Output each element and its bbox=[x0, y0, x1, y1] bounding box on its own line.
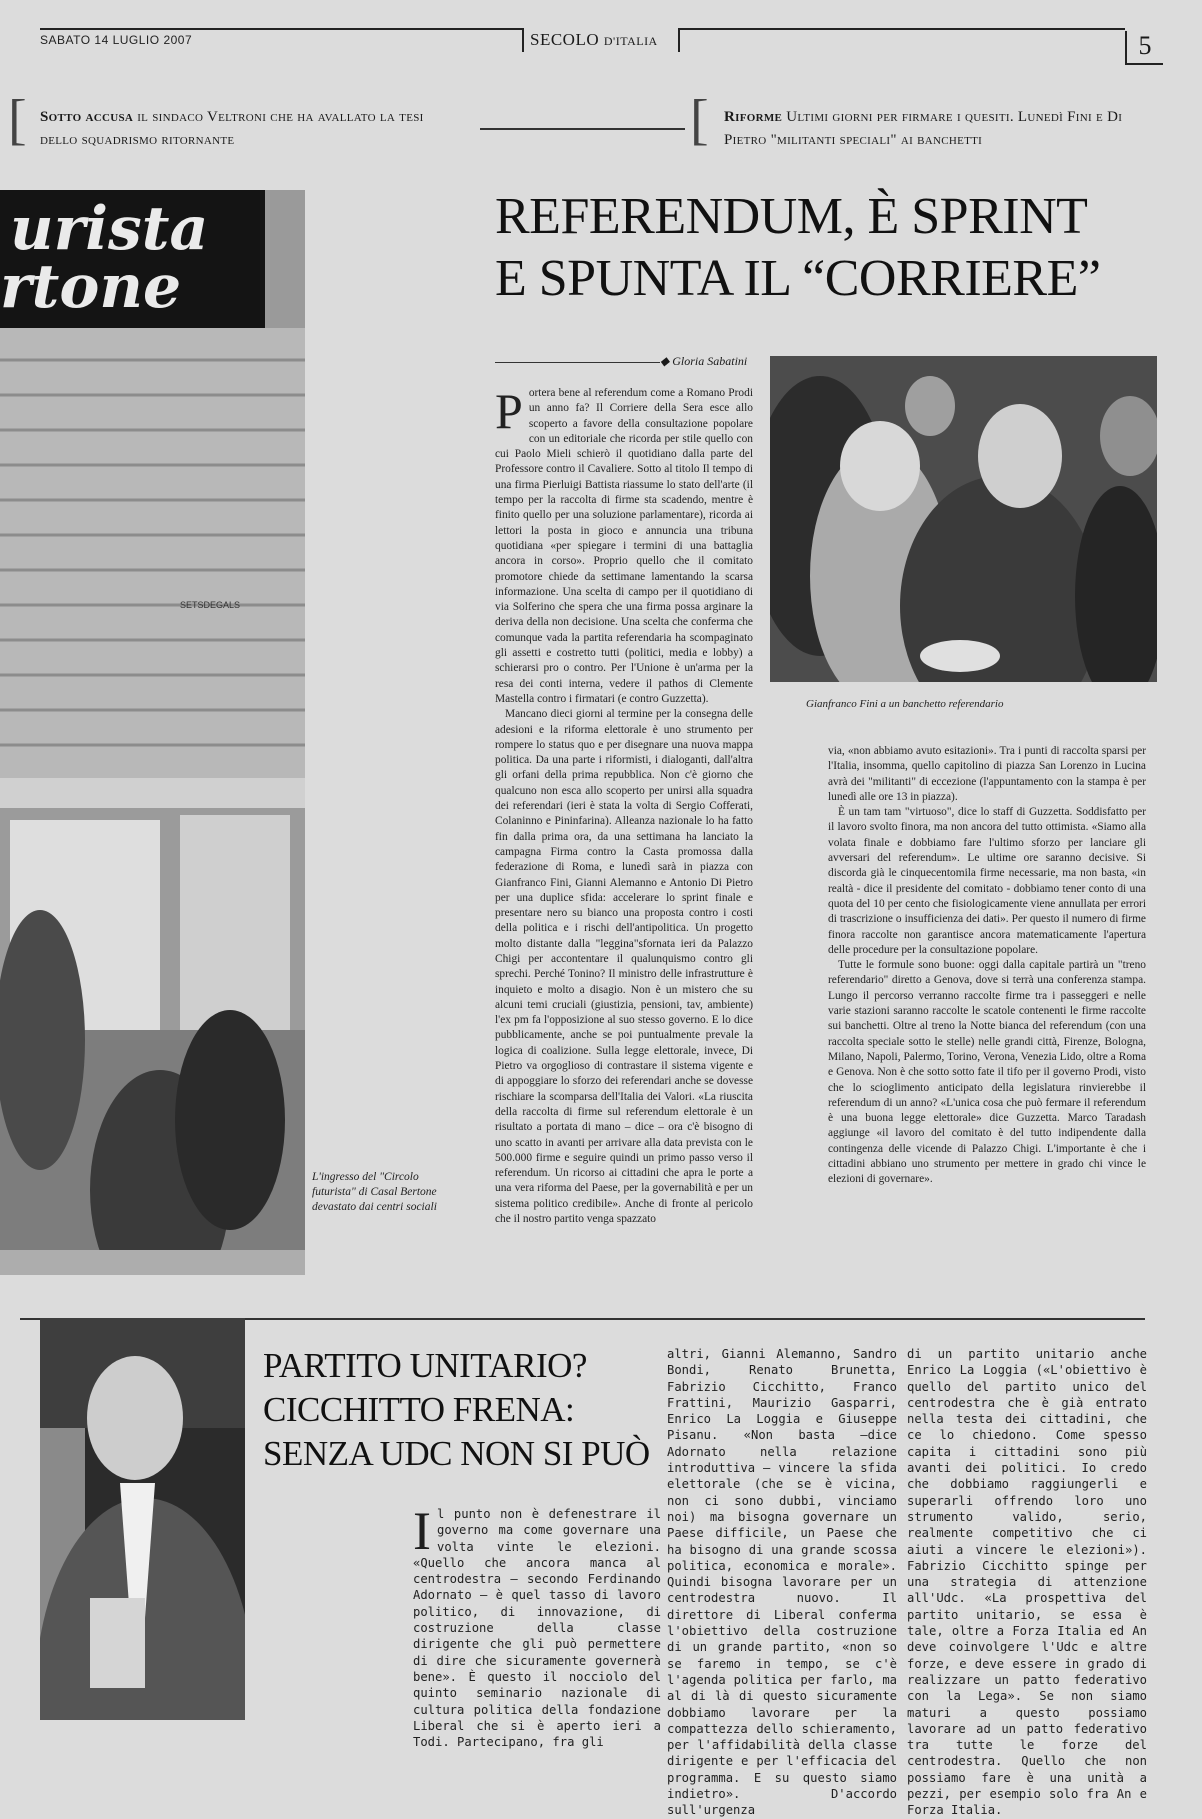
sign-line-1: urista bbox=[10, 194, 209, 264]
second-col1-text: l punto non è defenestrare il governo ma come governare una volta vinte le elezioni. «Quello che ancora manca al centrodestra – secondo Ferdinando Adornato – è quel tasso di lavoro politico, di innovazione, di costruzione della classe dirigente che gli può permettere di dire che sicuramente governerà bene». È questo il nocciolo del quinto seminario nazionale di cultura politica della fondazione Liberal che si è aperto ieri a Todi. Partecipano, fra gli bbox=[413, 1507, 661, 1750]
storefront-illustration bbox=[0, 190, 305, 1275]
main-col1-paragraph-2: Mancano dieci giorni al termine per la consegna delle adesioni e la riforma elettorale è uno strumento per rompere lo status quo e per disegnare una nuova mappa politica. Da una parte i riformisti, i dialoganti, dall'altra gli orfani della prima repubblica. Non c'è giorno che qualcuno non esca allo scoperto per unirsi alla squadra dei referendari (ieri è stata la volta di Sergio Cofferati, Colaninno e Pininfarina). Alleanza nazionale lo ha fatto fin dalla prima ora, da una settimana ha lanciato la campagna Firma contro la Casta promossa dalla federazione di Roma, e lunedì sarà in piazza con Gianfranco Fini, Gianni Alemanno e Antonio Di Pietro per una duplice sfida: accelerare lo sprint finale e presentare nero su bianco una proposta contro i costi della politica e i rischi dell'antipolitica. Un progetto molto distante dalla "leggina"sfornata ieri da Palazzo Chigi per accontentare il qualunquismo contro gli sprechi. Perché Tonino? Il ministro delle infrastrutture è inquieto e molto a disagio. Non è un mistero che su alcuni temi cruciali (giustizia, pensioni, tav, ambiente) l'ex pm fa l'opposizione al suo stesso governo. E lo dice pubblicamente, anche se poi puntualmente prevale la logica di coalizione. Sulla legge elettorale, invece, Di Pietro va orgoglioso di contrastare il sistema vigente e di appoggiare lo sforzo dei referendari anche se dovesse rischiare la scomparsa dell'Italia dei Valori. «La riuscita della raccolta di firme sul referendum elettorale è un risultato a portata di mano – dice – ora c'è bisogno di uno scatto in avanti per arrivare alla data prevista con le 500.000 firme e seguire quindi un primo passo verso il referendum. Un ricorso ai cittadini che apra le porte a una vera riforma del Paese, per la governabilità e per un sistema politico credibile». Anche di fronte al pericolo che il nostro partito venga spazzato bbox=[495, 708, 753, 1226]
main-col2-paragraph-3: Tutte le formule sono buone: oggi dalla capitale partirà un "treno referendario" diretto a Genova, dove si terrà una conferenza stampa. Lungo il percorso verranno raccolte firme tra i passeggeri e nelle varie stazioni saranno raccolte le scatole contenenti le firme raccolte sui banchetti. Oltre al treno la Notte bianca del referendum (con una raccolta speciale sotto le stelle) nelle grandi città, Firenze, Bologna, Milano, Napoli, Palermo, Torino, Verona, Venezia Lido, oltre a Roma e Genova. Non è che sotto sotto fate il tifo per il governo Prodi, visto che lo scioglimento anticipato della legislatura rinvierebbe il referendum di un anno? «L'unica cosa che può fermare il referendum è una buona legge elettorale» dice Guzzetta. Marco Taradash aggiunge «il lavoro del comitato è del tutto indipendente dalla contingenza delle vicende di Palazzo Chigi. L'importante è che i cittadini abbiano uno strumento per mettere in grado chi vince le elezioni di governare». bbox=[828, 959, 1146, 1186]
main-article-col2 bbox=[828, 744, 1146, 1188]
main-article-col1 bbox=[495, 383, 753, 1227]
storefront-photo bbox=[0, 190, 305, 1275]
second-headline-line-3: SENZA UDC NON SI PUÒ bbox=[263, 1434, 650, 1473]
second-headline-line-1: PARTITO UNITARIO? bbox=[263, 1346, 587, 1385]
teaser-left-text: il sindaco Veltroni che ha avallato la tesi dello squadrismo ritornante bbox=[40, 109, 424, 148]
main-headline bbox=[495, 186, 1175, 310]
teaser-left bbox=[40, 106, 450, 152]
second-article-col1 bbox=[413, 1501, 661, 1750]
teaser-right bbox=[724, 106, 1154, 152]
cicchitto-photo bbox=[40, 1318, 245, 1720]
second-col3-text: di un partito unitario anche Enrico La Loggia («L'obiettivo è quello del partito unico del centrodestra che è già entrato nella testa dei cittadini, che ce lo chiedono. Come spesso capita i cittadini sono più avanti dei politici. Io credo che dobbiamo raggiungerli e superarli offrendo loro uno strumento valido, serio, realmente competitivo che ci aiuti a vincere le elezioni»). Fabrizio Cicchitto spinge per una strategia di attenzione all'Udc. «La prospettiva del partito unitario, se essa è tale, oltre a Forza Italia ed An deve coinvolgere l'Udc e altre forze, e deve essere in grado di realizzare un patto federativo con la Lega». Se non siamo maturi a questo possiamo lavorare ad un patto federativo tra tutte le forze del centrodestra. Quello che non possiamo fare è una unità a pezzi, per esempio solo fra An e Forza Italia. bbox=[907, 1347, 1147, 1818]
cicchitto-illustration bbox=[40, 1318, 245, 1720]
teaser-right-kicker: Riforme bbox=[724, 109, 783, 125]
main-dropcap: P bbox=[495, 383, 523, 439]
second-col2-text: altri, Gianni Alemanno, Sandro Bondi, Renato Brunetta, Fabrizio Cicchitto, Franco Frattini, Maurizio Gasparri, Enrico La Loggia e Giuseppe Pisanu. «Non basta –dice Adornato nella relazione introduttiva – vincere la sfida elettorale (che se è vicina, non ci sono dubbi, vinciamo noi) ma bisogna governare un Paese difficile, un Paese che ha bisogno di una grande scossa politica, economica e morale». Quindi bisogna lavorare per un centrodestra nuovo. Il direttore di Liberal conferma l'obiettivo della costruzione di un grande partito, «non so se faremo in tempo, se c'è l'agenda politica per farlo, ma al di là di questo sicuramente dobbiamo lavorare per la compattezza dello schieramento, per l'affidabilità della classe dirigente e per l'efficacia del programma. E su questo siamo indietro». D'accordo sull'urgenza bbox=[667, 1347, 897, 1818]
page-number: 5 bbox=[1125, 31, 1163, 65]
masthead-bar-right bbox=[678, 28, 680, 52]
second-dropcap: I bbox=[413, 1501, 431, 1561]
second-headline bbox=[263, 1344, 663, 1476]
teaser-divider bbox=[480, 128, 685, 130]
byline-rule bbox=[495, 362, 660, 363]
storefront-sign-text bbox=[0, 194, 265, 322]
main-col1-paragraph-1: ortera bene al referendum come a Romano Prodi un anno fa? Il Corriere della Sera esce allo scoperto a favore della consultazione popolare con un editoriale che ricorda per stile quello con cui Paolo Mieli schierò il quotidiano dalla parte del Professore contro il Cavaliere. Sotto al titolo Il tempo di una firma Pierluigi Battista riassume lo stato dell'arte (il tempo per la raccolta di firme sta scadendo, mentre è finito quello per una soluzione parlamentare), ricorda ai lettori la posta in gioco e annuncia una tribuna quotidiana «per spiegare i termini di una battaglia ancora in corso». Proprio quello che il comitato promotore chiede da settimane lamentando la scarsa informazione. Una scelta di campo per il quotidiano di via Solferino che spera che una firma possa arginare la deriva della non decisione. Una scelta che conferma che comunque vada la partita referendaria ha scompaginato gli assetti e costretto tutti (politici, media e lobby) a schierarsi pro o contro. Per l'Unione è un'arma per la resa dei conti interna, vedere il pathos di Clemente Mastella contro i firmatari (e contro Guzzetta). bbox=[495, 387, 753, 705]
main-col2-paragraph-2: È un tam tam "virtuoso", dice lo staff di Guzzetta. Soddisfatto per il lavoro svolto finora, ma non ancora del tutto ottimista. «Siamo alla volata finale e dobbiamo fare l'ultimo sforzo per lanciare gli avversari del referendum». Le ultime ore saranno decisive. Si discorda già le cinquecentomila firme necessarie, ma non basta, «in realtà - dice il presidente del comitato - dobbiamo tener conto di una quota del 10 per cento che fisiologicamente viene annullata per errori di trascrizione o insufficienza dei dati». Per questo il numero di firme finora raccolte non garantisce ancora matematicamente l'apertura delle procedure per la consultazione popolare. bbox=[828, 806, 1146, 956]
second-article-col2 bbox=[667, 1346, 897, 1819]
second-headline-line-2: CICCHITTO FRENA: bbox=[263, 1390, 575, 1429]
headline-line-2: E SPUNTA IL “CORRIERE” bbox=[495, 250, 1101, 307]
teaser-left-bracket: [ bbox=[8, 89, 27, 151]
masthead-date: SABATO 14 LUGLIO 2007 bbox=[40, 33, 193, 47]
main-col2-paragraph-1: via, «non abbiamo avuto esitazioni». Tra i punti di raccolta sparsi per l'Italia, insomma, quello capitolino di piazza San Lorenzo in Lucina avrà dei "militanti" di eccezione (l'appuntamento con la stampa è per lunedì alle ore 13 in piazza). bbox=[828, 745, 1146, 803]
teaser-right-text: Ultimi giorni per firmare i quesiti. Lunedì Fini e Di Pietro "militanti speciali" ai banchetti bbox=[724, 109, 1123, 148]
paper-name-main: SECOLO bbox=[530, 30, 600, 49]
masthead-paper-name bbox=[530, 30, 658, 50]
teaser-right-bracket: [ bbox=[690, 89, 709, 151]
masthead-rule-left bbox=[40, 28, 522, 30]
sign-line-2: rtone bbox=[0, 252, 182, 322]
storefront-caption: L'ingresso del "Circolo futurista" di Casal Bertone devastato dai centri sociali bbox=[312, 1171, 437, 1213]
teaser-left-kicker: Sotto accusa bbox=[40, 109, 134, 125]
fini-illustration bbox=[770, 356, 1157, 682]
storefront-small-label: SETSDEGALS bbox=[180, 600, 241, 610]
fini-photo-caption: Gianfranco Fini a un banchetto referendario bbox=[806, 698, 1004, 710]
masthead-bar-left bbox=[522, 28, 524, 52]
masthead-rule-right bbox=[678, 28, 1125, 30]
byline: ◆ Gloria Sabatini bbox=[660, 354, 748, 368]
byline-author: Gloria Sabatini bbox=[672, 354, 748, 368]
second-article-col3 bbox=[907, 1346, 1147, 1819]
fini-photo bbox=[770, 356, 1157, 682]
headline-line-1: REFERENDUM, È SPRINT bbox=[495, 188, 1088, 245]
paper-name-small: D'ITALIA bbox=[603, 34, 658, 48]
